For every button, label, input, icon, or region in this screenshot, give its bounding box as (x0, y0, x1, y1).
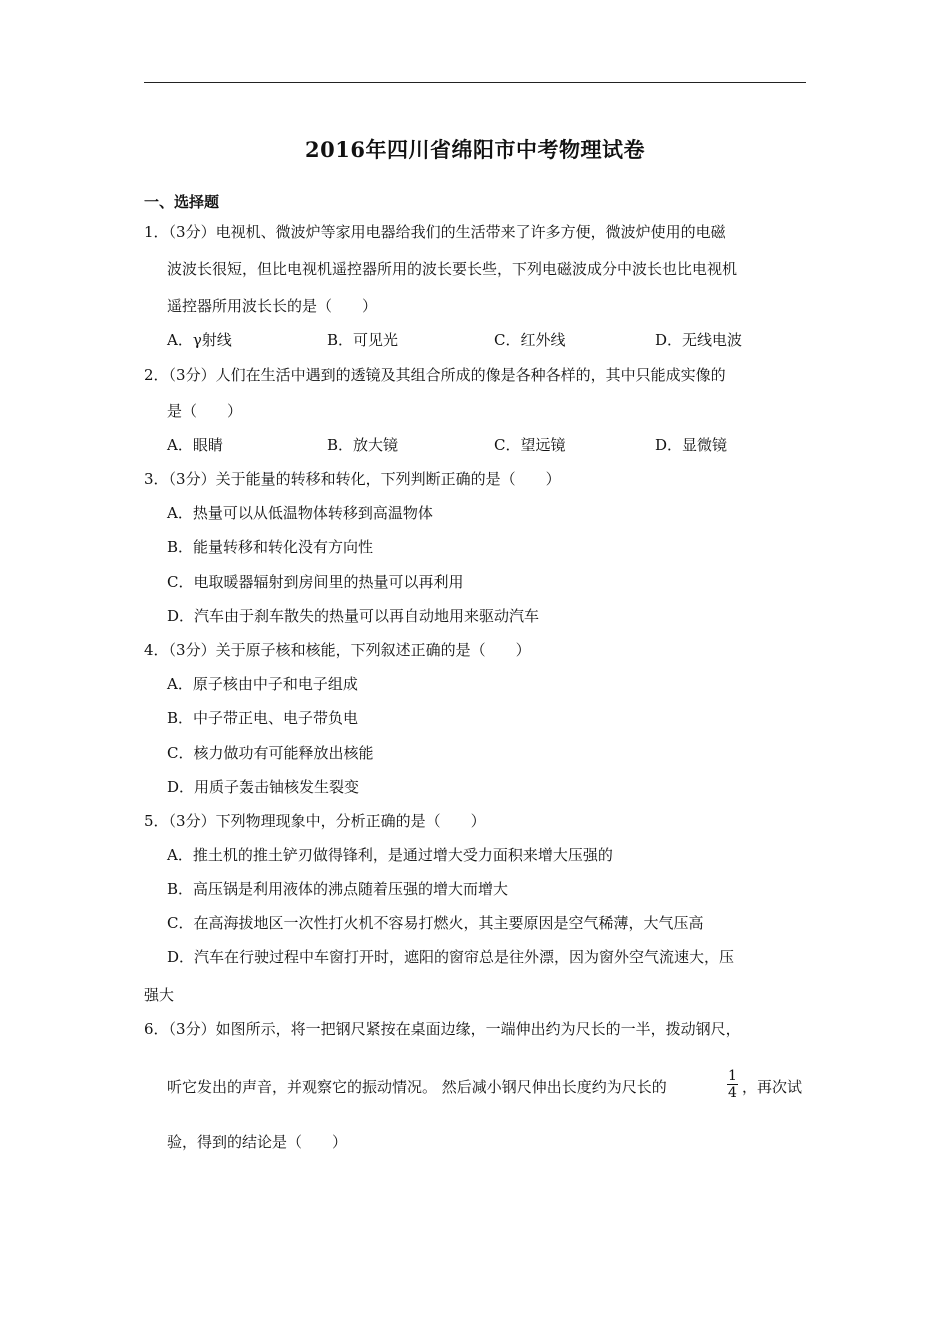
option-a[interactable]: A．眼睛 (167, 436, 223, 454)
option-c[interactable]: C．红外线 (494, 331, 566, 349)
question-6-line-3: 验，得到的结论是（ ） (167, 1133, 348, 1151)
option-c[interactable]: C．望远镜 (494, 436, 566, 454)
question-5-option-d-wrap: 强大 (144, 986, 175, 1004)
question-4-option-c[interactable]: C．核力做功有可能释放出核能 (167, 744, 374, 762)
question-5-option-d[interactable]: D．汽车在行驶过程中车窗打开时，遮阳的窗帘总是往外漂，因为窗外空气流速大，压 (167, 948, 735, 966)
option-d[interactable]: D．显微镜 (655, 436, 728, 454)
question-1-line-1: 1．（3分）电视机、微波炉等家用电器给我们的生活带来了许多方便，微波炉使用的电磁 (144, 223, 726, 241)
question-6-line-2-tail: ，再次试 (742, 1078, 803, 1096)
question-5-line-1: 5．（3分）下列物理现象中，分析正确的是（ ） (144, 812, 486, 830)
question-4-option-a[interactable]: A．原子核由中子和电子组成 (167, 675, 358, 693)
question-4-option-b[interactable]: B．中子带正电、电子带负电 (167, 709, 359, 727)
question-1-line-3: 遥控器所用波长长的是（ ） (167, 297, 378, 315)
question-6-line-1: 6．（3分）如图所示，将一把钢尺紧按在桌面边缘，一端伸出约为尺长的一半，拨动钢尺， (144, 1020, 741, 1038)
question-3-option-d[interactable]: D．汽车由于刹车散失的热量可以再自动地用来驱动汽车 (167, 607, 540, 625)
option-b[interactable]: B．放大镜 (327, 436, 399, 454)
fraction-denominator: 4 (728, 1085, 737, 1101)
question-3-option-b[interactable]: B．能量转移和转化没有方向性 (167, 538, 374, 556)
section-heading: 一、选择题 (144, 193, 220, 211)
option-d[interactable]: D．无线电波 (655, 331, 743, 349)
question-3-option-a[interactable]: A．热量可以从低温物体转移到高温物体 (167, 504, 433, 522)
page-title: 2016年四川省绵阳市中考物理试卷 (305, 137, 645, 162)
question-5-option-a[interactable]: A．推土机的推土铲刃做得锋利，是通过增大受力面积来增大压强的 (167, 846, 613, 864)
option-b[interactable]: B．可见光 (327, 331, 399, 349)
question-2-line-2: 是（ ） (167, 402, 243, 420)
header-rule (144, 82, 806, 83)
question-6-line-2: 听它发出的声音，并观察它的振动情况。 然后减小钢尺伸出长度约为尺长的 (167, 1078, 667, 1096)
fraction-numerator: 1 (728, 1068, 737, 1084)
question-4-line-1: 4．（3分）关于原子核和核能，下列叙述正确的是（ ） (144, 641, 531, 659)
question-4-option-d[interactable]: D．用质子轰击铀核发生裂变 (167, 778, 360, 796)
fraction-one-quarter (727, 1069, 738, 1100)
question-3-line-1: 3．（3分）关于能量的转移和转化，下列判断正确的是（ ） (144, 470, 561, 488)
option-a[interactable]: A．γ射线 (167, 331, 232, 349)
question-1-line-2: 波波长很短，但比电视机遥控器所用的波长要长些，下列电磁波成分中波长也比电视机 (167, 260, 738, 278)
question-5-option-c[interactable]: C．在高海拔地区一次性打火机不容易打燃火，其主要原因是空气稀薄，大气压高 (167, 914, 704, 932)
question-5-option-b[interactable]: B．高压锅是利用液体的沸点随着压强的增大而增大 (167, 880, 509, 898)
question-2-line-1: 2．（3分）人们在生活中遇到的透镜及其组合所成的像是各种各样的，其中只能成实像的 (144, 366, 726, 384)
question-3-option-c[interactable]: C．电取暖器辐射到房间里的热量可以再利用 (167, 573, 464, 591)
